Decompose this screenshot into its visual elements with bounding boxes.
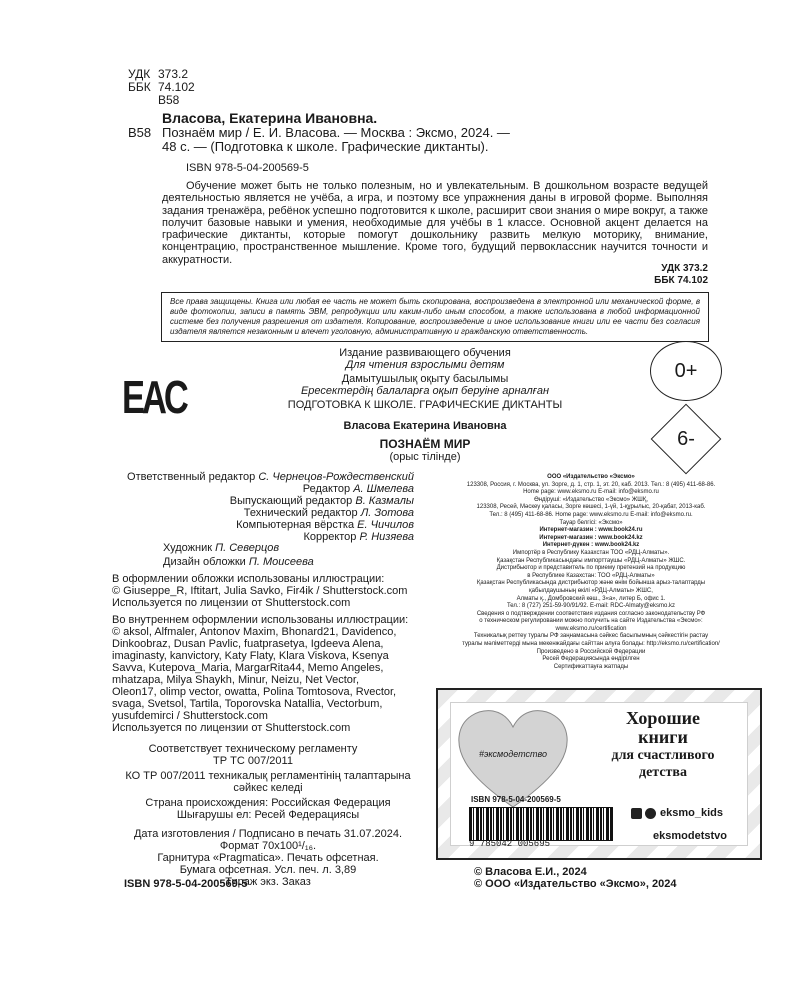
- sticker-inner: [450, 702, 748, 849]
- author-mark: В58: [158, 93, 180, 107]
- cover-illus-line: В оформлении обложки использованы иллюстрации:: [112, 573, 385, 585]
- publisher-line: в Республике Казахстан: ТОО «РДЦ-Алматы»: [527, 572, 655, 579]
- tech-regulation: [112, 743, 394, 767]
- author-heading: Власова, Екатерина Ивановна.: [162, 110, 378, 126]
- print-info-line: Тираж экз. Заказ: [225, 876, 311, 888]
- copyright-publisher: © ООО «Издательство «Эксмо», 2024: [474, 878, 677, 890]
- age-mark-circle: [650, 341, 722, 401]
- cover-illus-line: Используется по лицензии от Shutterstock.com: [112, 597, 351, 609]
- credit-row: [80, 495, 414, 507]
- credit-role: Технический редактор: [243, 507, 358, 519]
- publisher-line: Дистрибьютор и представитель по приему претензий на продукцию: [496, 565, 686, 572]
- credits: [80, 471, 414, 543]
- credit-row: [80, 519, 414, 531]
- origin-line: Шығарушы ел: Ресей Федерациясы: [176, 809, 360, 821]
- inner-illus-line: yusufdemirci / Shutterstock.com: [112, 710, 268, 722]
- publisher-line: 123308, Ресей, Мәскеу қаласы, Зорге көшесі, 1-үй, 1-құрылыс, 20-қабат, 2013-каб.: [476, 504, 706, 511]
- social-handle: eksmo_kids: [660, 807, 723, 819]
- cover-illustrations: [112, 573, 442, 609]
- sticker-isbn: ISBN 978-5-04-200569-5: [471, 795, 561, 804]
- inner-illus-line: Dinkoobraz, Dusan Pavlic, fuatprasetya, Igdeeva Alena,: [112, 638, 384, 650]
- cover-role: Дизайн обложки: [163, 556, 246, 568]
- annotation: Обучение может быть не только полезным, но и увлекательным. В дошкольном возрасте ведущей деятельностью является не учёба, а игра, и поэтому все упражнения даны в игровой форме. Выполняя задания тренажёра, ребёнок успешно подготовится к школе, расширит свои знания о мире вокруг, а также получит базовые навыки и умения, необходимые для учёбы в 1 классе. Основной акцент делается на графические диктанты, которые помогут дошкольнику развить мелкую моторику, внимание, концентрацию, пространственное мышление. Кроме того, будущий первоклассник научится точности и аккуратности.: [162, 180, 708, 266]
- credit-row: [80, 471, 414, 483]
- publisher-line: Сведения о подтверждении соответствия издания согласно законодательству РФ: [476, 610, 706, 617]
- publisher-line: ООО «Издательство «Эксмо»: [547, 474, 635, 480]
- publisher-line: www.eksmo.ru/certification: [555, 625, 627, 632]
- edition-author: Власова Екатерина Ивановна: [343, 420, 507, 432]
- copyright-author: © Власова Е.И., 2024: [474, 866, 587, 878]
- inner-illus-line: Savva, Kutepova_Maria, MargarRita44, Memo Angeles,: [112, 662, 384, 674]
- credit-name: Л. Зотова: [360, 507, 414, 519]
- credit-name: Е. Чичилов: [357, 519, 414, 531]
- credit-name: В. Казмалы: [355, 495, 414, 507]
- edition-line-4: Ересектердің балаларға оқып беруіне арналған: [300, 385, 550, 397]
- slogan-line-3: для счастливого: [611, 748, 715, 763]
- edition-line-1: Издание развивающего обучения: [339, 347, 511, 359]
- edition-title: ПОЗНАЁМ МИР: [379, 437, 471, 451]
- inner-illus-line: imaginasty, kanvictory, Katy Flaty, Klara Viskova, Ksenya: [112, 650, 389, 662]
- inner-illus-line: svaga, Svetsol, Tartila, Toporovska Natallia, Vectorbum,: [112, 698, 383, 710]
- inner-illustrations: [112, 614, 442, 734]
- credit-role: Редактор: [302, 483, 351, 495]
- eac-mark: EAC: [122, 371, 186, 423]
- kz-regulation: [100, 770, 436, 794]
- footer-isbn: ISBN 978-5-04-200569-5: [124, 878, 248, 890]
- reg-line: Соответствует техническому регламенту: [148, 743, 358, 755]
- credit-name: А. Шмелева: [353, 483, 414, 495]
- social-row: [631, 807, 723, 819]
- edition-line-3: Дамытушылық оқыту басылымы: [341, 373, 509, 385]
- udk-value: 373.2: [158, 67, 189, 81]
- age-mark-2-text: 6-: [677, 428, 695, 450]
- edition-line-2: Для чтения взрослыми детям: [345, 359, 505, 371]
- credit-role: Выпускающий редактор: [229, 495, 353, 507]
- publisher-line: Импортёр в Республику Казахстан ТОО «РДЦ-Алматы».: [512, 549, 670, 556]
- credit-role: Ответственный редактор: [127, 471, 256, 483]
- barcode-digits: 9 785042 005695: [469, 839, 551, 849]
- vk-icon: [631, 808, 642, 819]
- publisher-line: Интернет-магазин : www.book24.ru: [539, 527, 643, 534]
- credit-name: Р. Низяева: [359, 531, 414, 543]
- credit-role: Компьютерная вёрстка: [236, 519, 355, 531]
- artist-role: Художник: [163, 542, 213, 554]
- publisher-line: Сертификаттауға жатпады: [553, 663, 629, 670]
- artist-name: П. Северцов: [215, 542, 280, 554]
- origin-line: Страна происхождения: Российская Федерация: [145, 797, 391, 809]
- credit-row: [80, 483, 414, 495]
- publisher-line: Қазақстан Республикасындағы импорттаушы «РДЦ-Алматы» ЖШС.: [496, 557, 686, 564]
- reg-line: ТР ТС 007/2011: [213, 755, 293, 767]
- barcode-icon: [469, 807, 613, 841]
- publisher-line: туралы мәліметтерді мына мекенжайдағы сайттан алуға болады: http://eksmo.ru/certification/: [462, 641, 720, 648]
- cover-illus-line: © Giuseppe_R, Iftitart, Julia Savko, Fir4ik / Shutterstock.com: [112, 585, 408, 597]
- catalog-isbn: ISBN 978-5-04-200569-5: [186, 162, 309, 174]
- publisher-line: Ресей Федерациясында өндірілген: [542, 656, 640, 663]
- bbk-right: ББК 74.102: [654, 275, 708, 286]
- print-info-line: Гарнитура «Pragmatica». Печать офсетная.: [157, 852, 379, 864]
- publisher-line: Техникалық реттеу туралы РФ заңнамасына сәйкес басылымның сәйкестігін растау: [473, 633, 709, 640]
- credit-row: [80, 507, 414, 519]
- cover-credit: [163, 556, 314, 568]
- entry-line-1: Познаём мир / Е. И. Власова. — Москва : Эксмо, 2024. —: [162, 125, 510, 140]
- bbk-label: ББК: [128, 80, 151, 94]
- telegram-icon: [645, 808, 656, 819]
- heart-text: #эксмодетство: [478, 749, 548, 759]
- edition-info: [260, 347, 590, 397]
- credit-role: Корректор: [303, 531, 357, 543]
- catalog-codes: [128, 68, 238, 107]
- publisher-line: о техническом регулировании можно получить на сайте Издательства «Эксмо»:: [479, 618, 703, 625]
- udk-label: УДК: [128, 67, 151, 81]
- edition-lang: (орыс тілінде): [389, 451, 461, 463]
- udk-right: УДК 373.2: [661, 263, 708, 274]
- inner-illus-line: © aksol, Alfmaler, Antonov Maxim, Bhonard21, Davidenco,: [112, 626, 397, 638]
- country-origin: [100, 797, 436, 821]
- age-mark-text: 0+: [674, 359, 698, 382]
- publisher-line: 123308, Россия, г. Москва, ул. Зорге, д. 1, стр. 1, эт. 20, каб. 2013. Тел.: 8 (495) 411-68-86.: [466, 481, 716, 488]
- promo-sticker: [436, 688, 762, 860]
- credit-name: С. Чернецов-Рождественский: [258, 471, 414, 483]
- inner-illus-line: mhatzapa, Milya Shaykh, Minur, Neizu, Net Vector,: [112, 674, 360, 686]
- entry-mark: В58: [128, 125, 152, 140]
- publisher-line: Тел.: 8 (727) 251-59-90/91/92. E-mail: RDC-Almaty@eksmo.kz: [506, 603, 676, 610]
- series-title: ПОДГОТОВКА К ШКОЛЕ. ГРАФИЧЕСКИЕ ДИКТАНТЫ: [287, 399, 563, 411]
- publisher-line: Home page: www.eksmo.ru E-mail: info@eksmo.ru: [523, 489, 659, 496]
- print-info-line: Формат 70х100¹/₁₆.: [219, 840, 317, 852]
- catalog-entry: [128, 126, 708, 154]
- publisher-line: қабылдаушының өкілі «РДЦ-Алматы» ЖШС,: [529, 587, 653, 594]
- print-info-line: Дата изготовления / Подписано в печать 31.07.2024.: [133, 828, 403, 840]
- publisher-line: Өндіруші: «Издательство «Эксмо» ЖШҚ,: [534, 496, 648, 503]
- slogan-line-1: Хорошие: [625, 708, 700, 728]
- print-info-line: Бумага офсетная. Усл. печ. л. 3,89: [179, 864, 357, 876]
- slogan-line-4: детства: [639, 765, 687, 780]
- publisher-line: Қазақстан Республикасында дистрибьютор және өнім бойынша арыз-талаптарды: [476, 580, 706, 587]
- publisher-line: Тауар белгісі: «Эксмо»: [559, 519, 623, 526]
- publisher-line: Интернет-дүкен : www.book24.kz: [542, 542, 640, 549]
- publisher-line: Интернет-магазин : www.book24.kz: [539, 534, 643, 541]
- artist-credit: [163, 542, 279, 554]
- slogan-line-2: книги: [638, 727, 688, 747]
- sticker-site: eksmodetstvo: [653, 830, 727, 842]
- kz-reg-line: сәйкес келеді: [233, 782, 303, 794]
- inner-illus-line: Используется по лицензии от Shutterstock.com: [112, 722, 351, 734]
- entry-line-2: 48 с. — (Подготовка к школе. Графические диктанты).: [162, 139, 489, 154]
- publisher-line: Алматы қ., Домбровский көш., 3«а», литер Б, офис 1.: [516, 595, 666, 602]
- publisher-block: [430, 474, 752, 671]
- rights-notice: Все права защищены. Книга или любая ее часть не может быть скопирована, воспроизведена в электронной или механической форме, в виде фотокопии, записи в память ЭВМ, репродукции или каким-либо иным способом, а также использована в любой информационной системе без получения разрешения от издателя. Копирование, воспроизведение и иное использование книги или ее части без согласия издателя является незаконным и влечет уголовную, административную и гражданскую ответственность.: [161, 292, 709, 342]
- inner-illus-line: Во внутреннем оформлении использованы иллюстрации:: [112, 614, 409, 626]
- publisher-line: Тел.: 8 (495) 411-68-86. Home page: www.eksmo.ru E-mail: info@eksmo.ru.: [489, 511, 693, 518]
- bbk-value: 74.102: [158, 80, 195, 94]
- publisher-line: Произведено в Российской Федерации: [536, 648, 646, 655]
- kz-reg-line: КО ТР 007/2011 техникалық регламентінің талаптарына: [125, 770, 411, 782]
- cover-name: П. Моисеева: [248, 556, 314, 568]
- slogan: [583, 709, 743, 781]
- inner-illus-line: Oleon17, olimp vector, owatta, Polina Tomtosova, Rvector,: [112, 686, 397, 698]
